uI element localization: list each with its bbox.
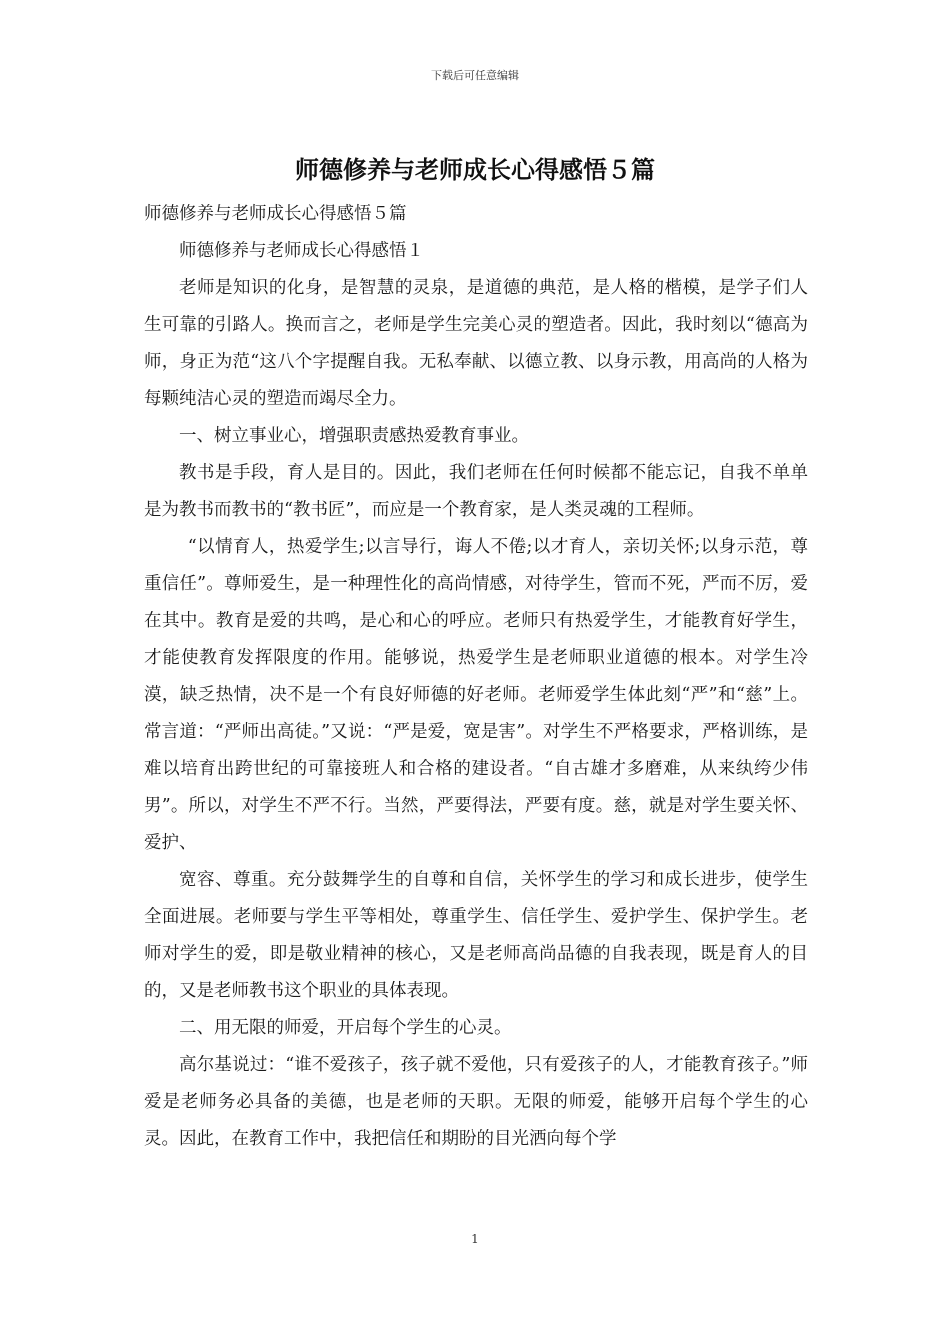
- section-heading: 师德修养与老师成长心得感悟１: [179, 241, 424, 261]
- paragraph-7: 高尔基说过：“谁不爱孩子，孩子就不爱他，只有爱孩子的人，才能教育孩子。”师爱是老师务必具备的美德，也是老师的天职。无限的师爱，能够开启每个学生的心灵。因此，在教育工作中，我把信任和期盼的目光洒向每个学: [144, 1055, 808, 1149]
- paragraph-5: 宽容、尊重。充分鼓舞学生的自尊和自信，关怀学生的学习和成长进步，使学生全面进展。老师要与学生平等相处，尊重学生、信任学生、爱护学生、保护学生。老师对学生的爱，即是敬业精神的核心，又是老师高尚品德的自我表现，既是育人的目的，又是老师教书这个职业的具体表现。: [144, 870, 808, 1001]
- page-number: 1: [471, 1232, 479, 1246]
- paragraph-2-heading: 一、树立事业心，增强职责感热爱教育事业。: [179, 426, 529, 446]
- document-title: 师德修养与老师成长心得感悟５篇: [295, 156, 655, 184]
- paragraph-4: “以情育人，热爱学生;以言导行，诲人不倦;以才育人，亲切关怀;以身示范，尊重信任”。尊师爱生，是一种理性化的高尚情感，对待学生，管而不死，严而不厉，爱在其中。教育是爱的共鸣，是心和心的呼应。老师只有热爱学生，才能教育好学生，才能使教育发挥限度的作用。能够说，热爱学生是老师职业道德的根本。对学生冷漠，缺乏热情，决不是一个有良好师德的好老师。老师爱学生体此刻“严”和“慈”上。常言道：“严师出高徒。”又说：“严是爱，宽是害”。对学生不严格要求，严格训练，是难以培育出跨世纪的可靠接班人和合格的建设者。“自古雄才多磨难，从来纨绔少伟男”。所以，对学生不严不行。当然，严要得法，严要有度。慈，就是对学生要关怀、爱护、: [144, 537, 808, 853]
- header-note: 下载后可任意编辑: [431, 69, 519, 82]
- paragraph-6-heading: 二、用无限的师爱，开启每个学生的心灵。: [179, 1018, 512, 1038]
- paragraph-3: 教书是手段，育人是目的。因此，我们老师在任何时候都不能忘记，自我不单单是为教书而教书的“教书匠”，而应是一个教育家，是人类灵魂的工程师。: [144, 463, 808, 520]
- document-subtitle: 师德修养与老师成长心得感悟５篇: [144, 204, 407, 224]
- paragraph-1: 老师是知识的化身，是智慧的灵泉，是道德的典范，是人格的楷模，是学子们人生可靠的引路人。换而言之，老师是学生完美心灵的塑造者。因此，我时刻以“德高为师，身正为范“这八个字提醒自我。无私奉献、以德立教、以身示教，用高尚的人格为每颗纯洁心灵的塑造而竭尽全力。: [144, 278, 808, 409]
- document-body: [144, 196, 808, 1158]
